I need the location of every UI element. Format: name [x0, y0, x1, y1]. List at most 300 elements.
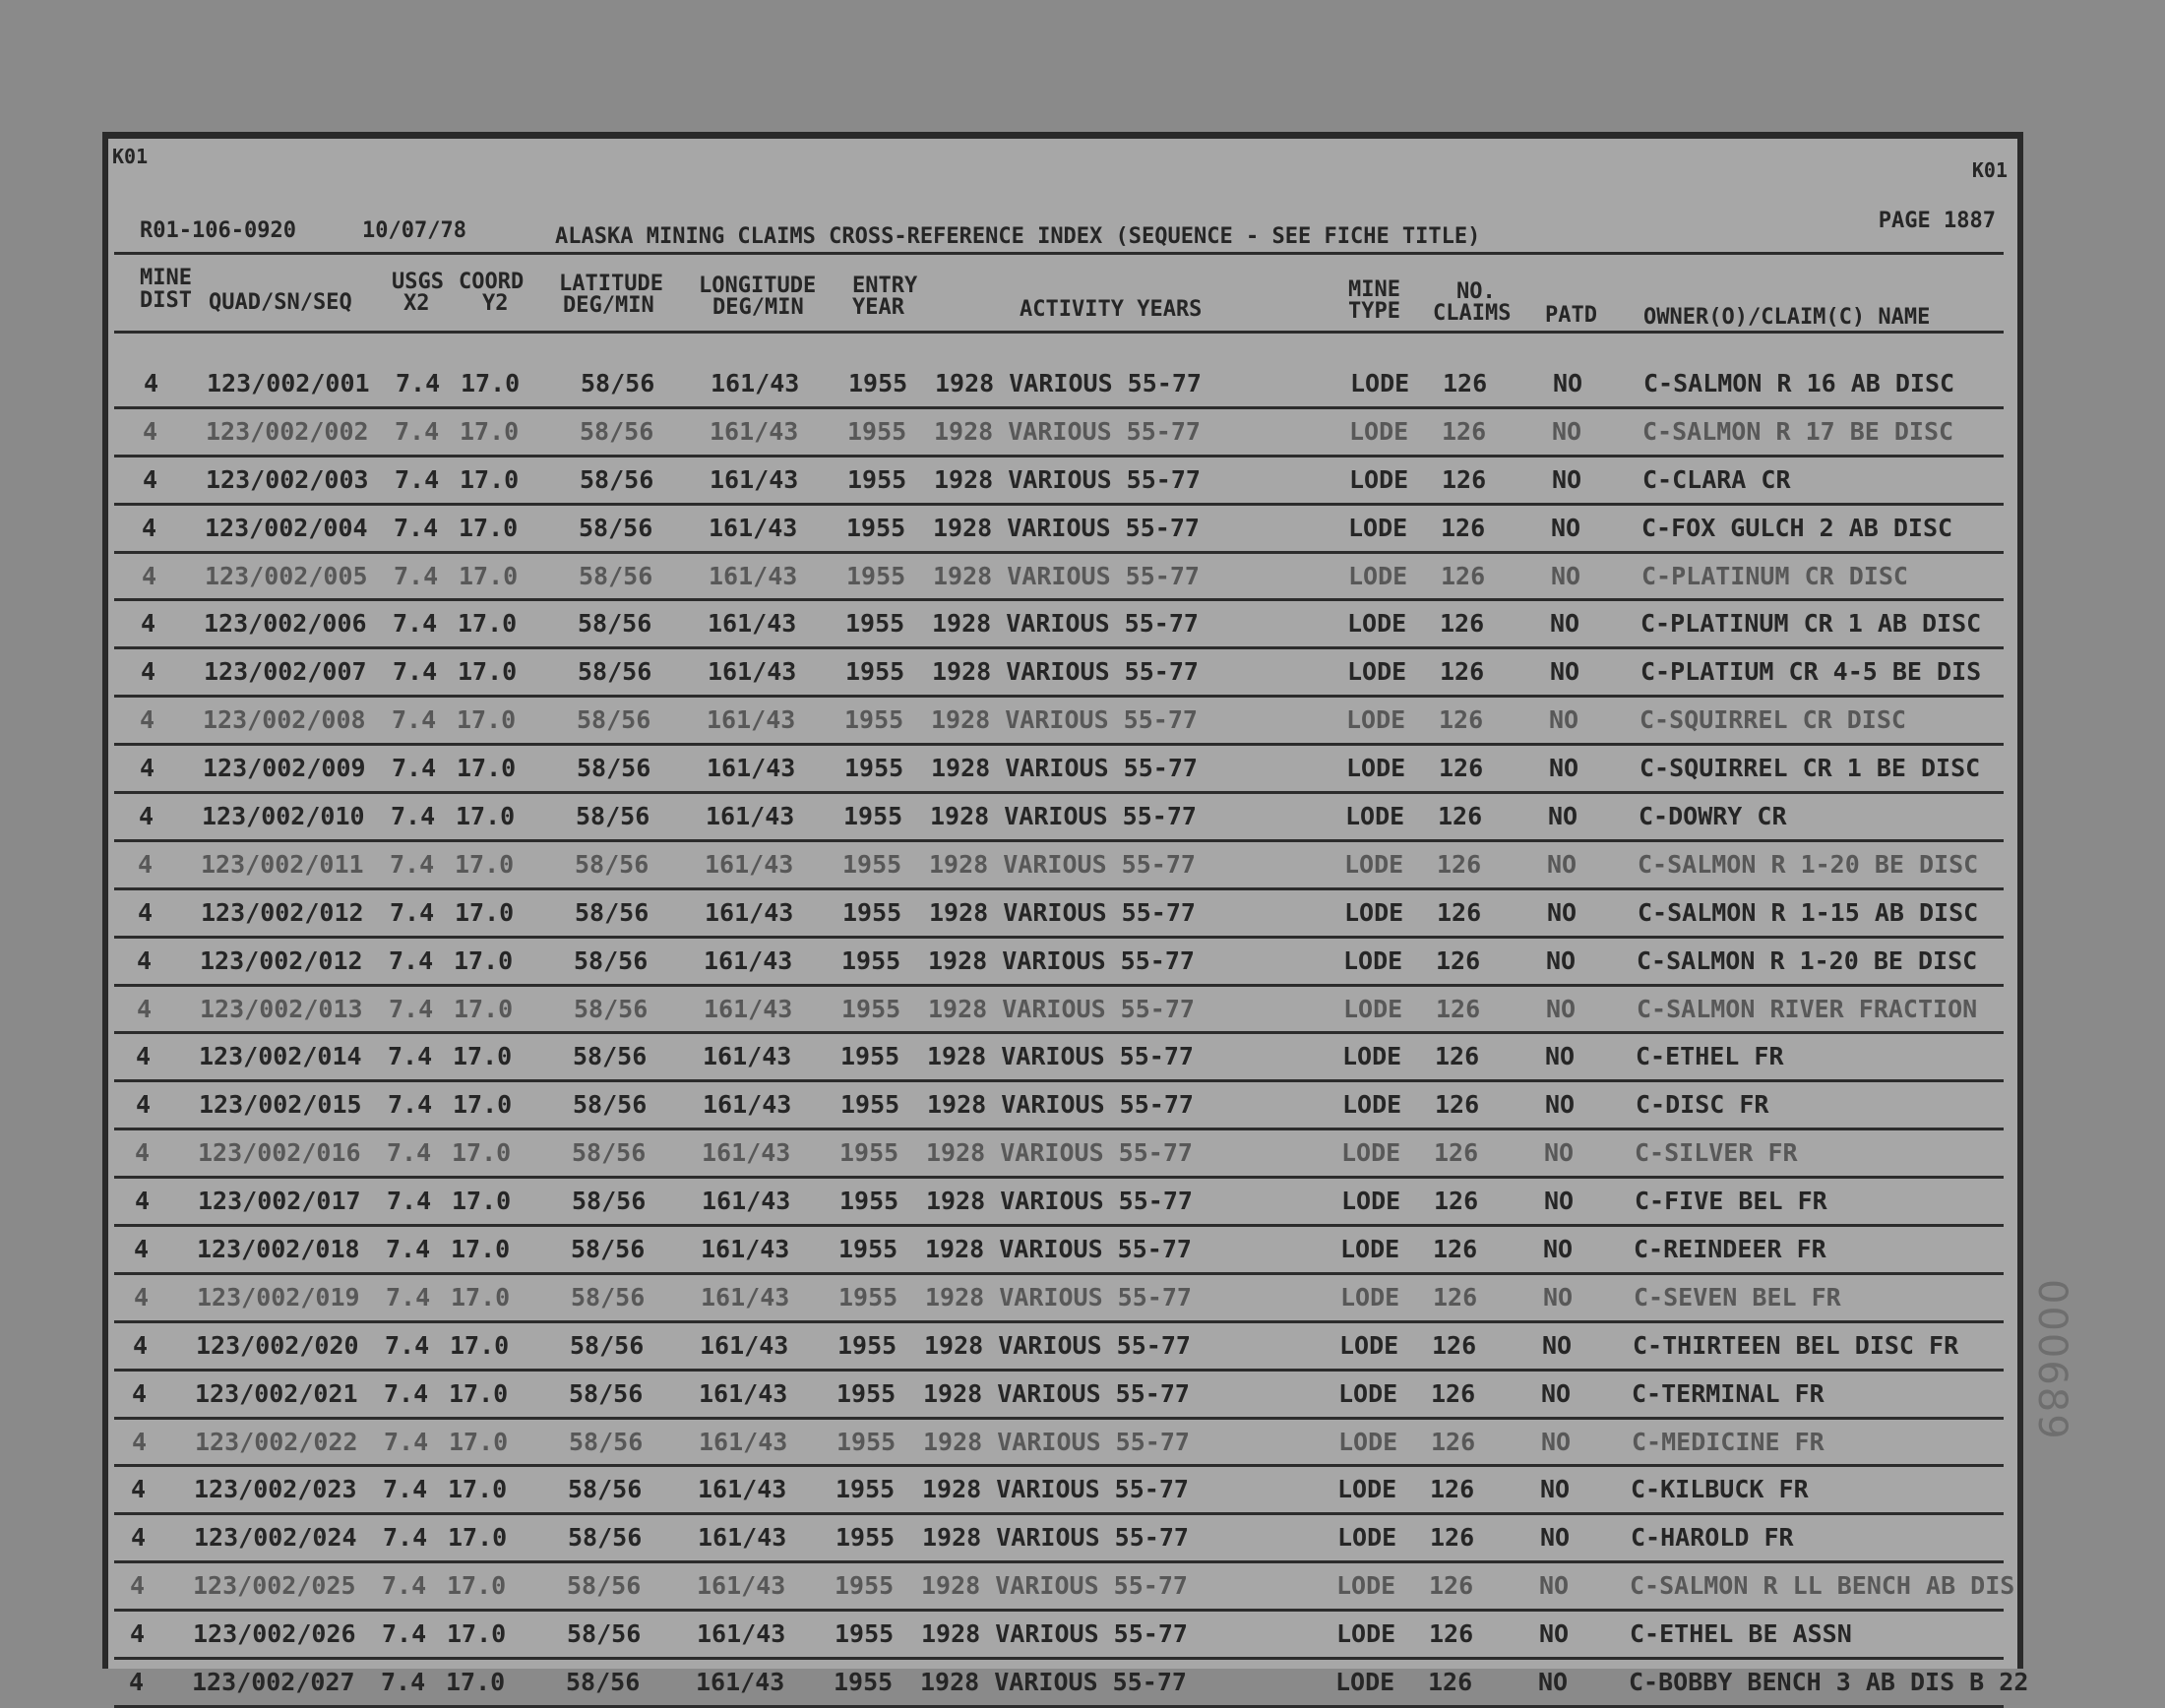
- cell-lon: 161/43: [707, 705, 796, 735]
- cell-x2: 7.4: [382, 1571, 427, 1601]
- cell-y2: 17.0: [457, 705, 517, 735]
- cell-dist: 4: [142, 513, 157, 542]
- cell-patd: NO: [1546, 994, 1577, 1023]
- cell-lon: 161/43: [711, 369, 800, 397]
- cell-activity: 1928 VARIOUS 55-77: [922, 1523, 1189, 1553]
- cell-quad: 123/002/013: [200, 994, 363, 1023]
- cell-type: LODE: [1339, 1330, 1399, 1360]
- table-row: [108, 794, 2017, 842]
- cell-type: LODE: [1344, 897, 1404, 927]
- cell-entry: 1955: [838, 1282, 898, 1312]
- cell-claims: 126: [1433, 1282, 1478, 1312]
- cell-lat: 58/56: [569, 1378, 644, 1408]
- cell-entry: 1955: [845, 657, 905, 687]
- cell-quad: 123/002/018: [197, 1235, 360, 1264]
- cell-activity: 1928 VARIOUS 55-77: [925, 1282, 1192, 1312]
- cell-y2: 17.0: [449, 1427, 509, 1456]
- cell-lat: 58/56: [578, 657, 652, 687]
- cell-claims: 126: [1440, 609, 1485, 639]
- corner-mark-left: K01: [112, 145, 149, 168]
- cell-name: C-SILVER FR: [1635, 1138, 1798, 1168]
- cell-claims: 126: [1433, 1235, 1478, 1264]
- cell-lon: 161/43: [710, 464, 799, 494]
- cell-x2: 7.4: [394, 561, 439, 590]
- cell-patd: NO: [1544, 1187, 1575, 1216]
- cell-lat: 58/56: [567, 1619, 642, 1649]
- cell-activity: 1928 VARIOUS 55-77: [924, 1330, 1191, 1360]
- col-longitude-1: LONGITUDE: [699, 274, 817, 298]
- cell-lat: 58/56: [581, 369, 655, 397]
- cell-patd: NO: [1549, 754, 1579, 783]
- cell-lon: 161/43: [708, 657, 797, 687]
- col-mine-type-2: TYPE: [1348, 299, 1400, 324]
- cell-entry: 1955: [835, 1523, 896, 1553]
- cell-activity: 1928 VARIOUS 55-77: [931, 754, 1198, 783]
- cell-name: C-SALMON R 16 AB DISC: [1643, 369, 1955, 397]
- cell-type: LODE: [1341, 1138, 1401, 1168]
- table-row: [108, 1612, 2017, 1660]
- cell-lat: 58/56: [579, 513, 653, 542]
- cell-patd: NO: [1552, 416, 1582, 446]
- cell-y2: 17.0: [458, 609, 518, 639]
- cell-name: C-THIRTEEN BEL DISC FR: [1633, 1330, 1959, 1360]
- cell-entry: 1955: [846, 561, 906, 590]
- cell-activity: 1928 VARIOUS 55-77: [933, 561, 1200, 590]
- cell-y2: 17.0: [459, 561, 519, 590]
- cell-name: C-SALMON R 1-20 BE DISC: [1637, 946, 1978, 975]
- cell-claims: 126: [1434, 1187, 1479, 1216]
- cell-dist: 4: [134, 1282, 150, 1312]
- cell-entry: 1955: [846, 513, 906, 542]
- col-coord-1: COORD: [459, 270, 525, 294]
- cell-entry: 1955: [841, 946, 901, 975]
- cell-x2: 7.4: [383, 1523, 428, 1553]
- col-mine-dist-1: MINE: [140, 266, 192, 290]
- col-no-claims-2: CLAIMS: [1433, 301, 1512, 326]
- cell-x2: 7.4: [392, 754, 437, 783]
- cell-name: C-SALMON RIVER FRACTION: [1637, 994, 1978, 1023]
- cell-type: LODE: [1349, 416, 1409, 446]
- cell-x2: 7.4: [390, 897, 435, 927]
- cell-dist: 4: [140, 705, 155, 735]
- cell-entry: 1955: [842, 897, 902, 927]
- table-row: [108, 1515, 2017, 1563]
- cell-name: C-SALMON R 1-15 AB DISC: [1638, 897, 1979, 927]
- cell-x2: 7.4: [393, 657, 438, 687]
- cell-type: LODE: [1345, 802, 1405, 831]
- cell-patd: NO: [1542, 1330, 1573, 1360]
- cell-y2: 17.0: [449, 1378, 509, 1408]
- col-entry-1: ENTRY: [852, 274, 918, 298]
- table-row: [108, 939, 2017, 987]
- cell-lon: 161/43: [702, 1187, 791, 1216]
- cell-type: LODE: [1342, 1042, 1402, 1071]
- cell-lat: 58/56: [574, 946, 649, 975]
- cell-type: LODE: [1348, 561, 1408, 590]
- cell-patd: NO: [1547, 897, 1577, 927]
- cell-quad: 123/002/027: [192, 1668, 355, 1697]
- cell-patd: NO: [1541, 1378, 1572, 1408]
- cell-x2: 7.4: [383, 1475, 428, 1504]
- cell-y2: 17.0: [452, 1187, 512, 1216]
- cell-lat: 58/56: [577, 705, 651, 735]
- cell-lat: 58/56: [571, 1235, 646, 1264]
- cell-type: LODE: [1335, 1668, 1395, 1697]
- cell-x2: 7.4: [384, 1427, 429, 1456]
- cell-activity: 1928 VARIOUS 55-77: [923, 1378, 1190, 1408]
- cell-lat: 58/56: [568, 1523, 643, 1553]
- cell-x2: 7.4: [396, 369, 441, 397]
- cell-patd: NO: [1543, 1282, 1574, 1312]
- report-date: 10/07/78: [362, 218, 466, 243]
- cell-y2: 17.0: [451, 1235, 511, 1264]
- table-row: [108, 1179, 2017, 1227]
- cell-y2: 17.0: [448, 1523, 508, 1553]
- cell-quad: 123/002/009: [203, 754, 366, 783]
- cell-lon: 161/43: [707, 754, 796, 783]
- cell-y2: 17.0: [447, 1571, 507, 1601]
- cell-activity: 1928 VARIOUS 55-77: [926, 1187, 1193, 1216]
- cell-activity: 1928 VARIOUS 55-77: [921, 1619, 1188, 1649]
- cell-claims: 126: [1441, 513, 1486, 542]
- row-rule: [114, 1705, 2004, 1708]
- cell-lon: 161/43: [705, 897, 794, 927]
- cell-dist: 4: [132, 1427, 148, 1456]
- cell-x2: 7.4: [382, 1619, 427, 1649]
- cell-dist: 4: [130, 1571, 146, 1601]
- cell-patd: NO: [1539, 1619, 1570, 1649]
- cell-type: LODE: [1350, 369, 1410, 397]
- table-row: [108, 1275, 2017, 1323]
- cell-lat: 58/56: [568, 1475, 643, 1504]
- cell-entry: 1955: [842, 849, 902, 879]
- cell-type: LODE: [1342, 1090, 1402, 1120]
- cell-type: LODE: [1337, 1523, 1397, 1553]
- cell-type: LODE: [1336, 1571, 1396, 1601]
- cell-patd: NO: [1538, 1668, 1569, 1697]
- table-row: [108, 842, 2017, 890]
- cell-dist: 4: [134, 1235, 150, 1264]
- cell-lat: 58/56: [575, 897, 650, 927]
- cell-entry: 1955: [840, 1090, 900, 1120]
- report-id: R01-106-0920: [140, 218, 296, 243]
- cell-type: LODE: [1338, 1378, 1398, 1408]
- cell-activity: 1928 VARIOUS 55-77: [926, 1138, 1193, 1168]
- cell-lat: 58/56: [572, 1138, 647, 1168]
- cell-lon: 161/43: [702, 1138, 791, 1168]
- cell-claims: 126: [1429, 1619, 1474, 1649]
- table-row: [108, 1372, 2017, 1420]
- cell-lat: 58/56: [571, 1282, 646, 1312]
- cell-quad: 123/002/019: [197, 1282, 360, 1312]
- cell-entry: 1955: [840, 1042, 900, 1071]
- cell-patd: NO: [1543, 1235, 1574, 1264]
- cell-quad: 123/002/008: [203, 705, 366, 735]
- cell-type: LODE: [1344, 849, 1404, 879]
- cell-claims: 126: [1436, 994, 1481, 1023]
- cell-claims: 126: [1442, 416, 1487, 446]
- cell-dist: 4: [136, 1042, 152, 1071]
- cell-dist: 4: [137, 994, 153, 1023]
- cell-type: LODE: [1338, 1427, 1398, 1456]
- cell-patd: NO: [1540, 1523, 1571, 1553]
- cell-y2: 17.0: [450, 1330, 510, 1360]
- col-entry-2: YEAR: [852, 295, 904, 320]
- report-title: ALASKA MINING CLAIMS CROSS-REFERENCE INDEX (SEQUENCE - SEE FICHE TITLE): [555, 224, 1481, 249]
- cell-type: LODE: [1347, 609, 1407, 639]
- table-row: [108, 1420, 2017, 1468]
- cell-x2: 7.4: [386, 1235, 431, 1264]
- cell-name: C-SEVEN BEL FR: [1634, 1282, 1841, 1312]
- cell-activity: 1928 VARIOUS 55-77: [922, 1475, 1189, 1504]
- table-row: [108, 987, 2017, 1035]
- cell-claims: 126: [1439, 705, 1484, 735]
- cell-type: LODE: [1336, 1619, 1396, 1649]
- cell-name: C-MEDICINE FR: [1632, 1427, 1825, 1456]
- cell-entry: 1955: [835, 1571, 895, 1601]
- cell-claims: 126: [1442, 464, 1487, 494]
- table-row: [108, 554, 2017, 602]
- cell-lon: 161/43: [704, 946, 793, 975]
- cell-activity: 1928 VARIOUS 55-77: [932, 609, 1199, 639]
- cell-activity: 1928 VARIOUS 55-77: [921, 1571, 1188, 1601]
- cell-x2: 7.4: [386, 1282, 431, 1312]
- cell-quad: 123/002/025: [193, 1571, 356, 1601]
- col-coord-2: Y2: [482, 291, 509, 316]
- cell-patd: NO: [1545, 1042, 1576, 1071]
- cell-claims: 126: [1430, 1475, 1475, 1504]
- cell-activity: 1928 VARIOUS 55-77: [931, 705, 1198, 735]
- cell-quad: 123/002/003: [206, 464, 369, 494]
- cell-activity: 1928 VARIOUS 55-77: [928, 946, 1195, 975]
- cell-patd: NO: [1551, 561, 1581, 590]
- cell-quad: 123/002/010: [202, 802, 365, 831]
- cell-x2: 7.4: [395, 416, 440, 446]
- cell-patd: NO: [1552, 464, 1582, 494]
- cell-claims: 126: [1443, 369, 1488, 397]
- cell-lon: 161/43: [701, 1282, 790, 1312]
- claims-table: [108, 361, 2029, 1708]
- cell-lon: 161/43: [708, 609, 797, 639]
- cell-claims: 126: [1436, 946, 1481, 975]
- cell-y2: 17.0: [459, 513, 519, 542]
- col-no-claims-1: NO.: [1456, 279, 1496, 304]
- cell-y2: 17.0: [458, 657, 518, 687]
- cell-entry: 1955: [836, 1427, 897, 1456]
- col-usgs-1: USGS: [392, 270, 444, 294]
- cell-type: LODE: [1340, 1282, 1400, 1312]
- cell-lon: 161/43: [704, 994, 793, 1023]
- cell-quad: 123/002/021: [195, 1378, 358, 1408]
- cell-quad: 123/002/022: [195, 1427, 358, 1456]
- cell-claims: 126: [1429, 1571, 1474, 1601]
- cell-lat: 58/56: [569, 1427, 644, 1456]
- table-row: [108, 890, 2017, 939]
- cell-dist: 4: [139, 802, 155, 831]
- page-number: PAGE 1887: [1878, 209, 1996, 233]
- table-row: [108, 458, 2017, 506]
- cell-dist: 4: [138, 897, 154, 927]
- table-row: [108, 698, 2017, 746]
- cell-y2: 17.0: [446, 1668, 506, 1697]
- cell-claims: 126: [1432, 1330, 1477, 1360]
- cell-name: C-ETHEL FR: [1636, 1042, 1784, 1071]
- cell-name: C-PLATINUM CR 1 AB DISC: [1640, 609, 1982, 639]
- table-row: [108, 1227, 2017, 1275]
- cell-dist: 4: [135, 1138, 151, 1168]
- cell-entry: 1955: [835, 1619, 895, 1649]
- cell-x2: 7.4: [390, 849, 435, 879]
- col-longitude-2: DEG/MIN: [712, 295, 804, 320]
- fiche-number: 000689: [2029, 1279, 2074, 1441]
- cell-lat: 58/56: [573, 1090, 648, 1120]
- cell-dist: 4: [131, 1523, 147, 1553]
- cell-dist: 4: [133, 1330, 149, 1360]
- cell-quad: 123/002/026: [193, 1619, 356, 1649]
- cell-name: C-DISC FR: [1636, 1090, 1769, 1120]
- cell-dist: 4: [130, 1619, 146, 1649]
- cell-type: LODE: [1346, 705, 1406, 735]
- cell-activity: 1928 VARIOUS 55-77: [925, 1235, 1192, 1264]
- cell-entry: 1955: [847, 416, 907, 446]
- cell-quad: 123/002/015: [199, 1090, 362, 1120]
- cell-quad: 123/002/012: [200, 946, 363, 975]
- cell-name: C-FOX GULCH 2 AB DISC: [1641, 513, 1953, 542]
- table-row: [108, 409, 2017, 458]
- cell-activity: 1928 VARIOUS 55-77: [929, 849, 1196, 879]
- cell-claims: 126: [1430, 1523, 1475, 1553]
- cell-name: C-TERMINAL FR: [1632, 1378, 1825, 1408]
- cell-activity: 1928 VARIOUS 55-77: [929, 897, 1196, 927]
- cell-y2: 17.0: [455, 849, 515, 879]
- cell-lat: 58/56: [573, 1042, 648, 1071]
- cell-x2: 7.4: [393, 609, 438, 639]
- cell-quad: 123/002/001: [207, 369, 370, 397]
- cell-quad: 123/002/005: [205, 561, 368, 590]
- col-quad: QUAD/SN/SEQ: [209, 290, 352, 315]
- cell-patd: NO: [1545, 1090, 1576, 1120]
- cell-name: C-BOBBY BENCH 3 AB DIS B 22: [1629, 1668, 2029, 1697]
- cell-quad: 123/002/017: [198, 1187, 361, 1216]
- cell-lat: 58/56: [576, 802, 650, 831]
- cell-entry: 1955: [847, 464, 907, 494]
- cell-entry: 1955: [837, 1330, 897, 1360]
- cell-type: LODE: [1343, 946, 1403, 975]
- cell-claims: 126: [1438, 802, 1483, 831]
- cell-activity: 1928 VARIOUS 55-77: [927, 1090, 1194, 1120]
- cell-patd: NO: [1539, 1571, 1570, 1601]
- cell-activity: 1928 VARIOUS 55-77: [923, 1427, 1190, 1456]
- cell-entry: 1955: [843, 802, 903, 831]
- cell-name: C-DOWRY CR: [1639, 802, 1787, 831]
- cell-quad: 123/002/023: [194, 1475, 357, 1504]
- cell-lon: 161/43: [709, 561, 798, 590]
- cell-y2: 17.0: [455, 897, 515, 927]
- cell-name: C-SALMON R 1-20 BE DISC: [1638, 849, 1979, 879]
- cell-entry: 1955: [844, 754, 904, 783]
- cell-y2: 17.0: [460, 416, 520, 446]
- cell-lon: 161/43: [696, 1668, 785, 1697]
- cell-x2: 7.4: [392, 705, 437, 735]
- cell-claims: 126: [1437, 849, 1482, 879]
- cell-y2: 17.0: [453, 1090, 513, 1120]
- header-rule: [114, 252, 2004, 255]
- col-usgs-2: X2: [403, 291, 430, 316]
- cell-activity: 1928 VARIOUS 55-77: [934, 464, 1201, 494]
- cell-quad: 123/002/024: [194, 1523, 357, 1553]
- cell-name: C-SQUIRREL CR DISC: [1639, 705, 1906, 735]
- cell-activity: 1928 VARIOUS 55-77: [933, 513, 1200, 542]
- table-row: [108, 1034, 2017, 1082]
- cell-lon: 161/43: [703, 1042, 792, 1071]
- cell-claims: 126: [1434, 1138, 1479, 1168]
- cell-patd: NO: [1551, 513, 1581, 542]
- cell-name: C-SALMON R LL BENCH AB DIS: [1630, 1571, 2015, 1601]
- cell-lat: 58/56: [574, 994, 649, 1023]
- cell-patd: NO: [1541, 1427, 1572, 1456]
- table-row: [108, 1563, 2017, 1612]
- cell-type: LODE: [1340, 1235, 1400, 1264]
- cell-dist: 4: [129, 1668, 145, 1697]
- cell-patd: NO: [1540, 1475, 1571, 1504]
- cell-lon: 161/43: [699, 1378, 788, 1408]
- cell-lat: 58/56: [577, 754, 651, 783]
- cell-y2: 17.0: [460, 464, 520, 494]
- cell-name: C-REINDEER FR: [1634, 1235, 1826, 1264]
- cell-x2: 7.4: [384, 1378, 429, 1408]
- cell-lon: 161/43: [710, 416, 799, 446]
- cell-lon: 161/43: [706, 802, 795, 831]
- col-mine-type-1: MINE: [1348, 277, 1400, 302]
- cell-patd: NO: [1550, 657, 1580, 687]
- cell-y2: 17.0: [454, 994, 514, 1023]
- cell-quad: 123/002/012: [201, 897, 364, 927]
- cell-claims: 126: [1440, 657, 1485, 687]
- cell-lat: 58/56: [580, 464, 654, 494]
- cell-lat: 58/56: [578, 609, 652, 639]
- cell-quad: 123/002/014: [199, 1042, 362, 1071]
- table-row: [108, 649, 2017, 698]
- cell-entry: 1955: [841, 994, 901, 1023]
- cell-entry: 1955: [844, 705, 904, 735]
- col-activity: ACTIVITY YEARS: [1020, 297, 1203, 322]
- cell-name: C-SALMON R 17 BE DISC: [1642, 416, 1954, 446]
- cell-dist: 4: [143, 416, 158, 446]
- cell-name: C-CLARA CR: [1642, 464, 1791, 494]
- cell-patd: NO: [1548, 802, 1578, 831]
- cell-claims: 126: [1435, 1042, 1480, 1071]
- cell-quad: 123/002/006: [204, 609, 367, 639]
- cell-lon: 161/43: [699, 1427, 788, 1456]
- cell-entry: 1955: [845, 609, 905, 639]
- table-row: [108, 746, 2017, 794]
- cell-lon: 161/43: [709, 513, 798, 542]
- col-mine-dist-2: DIST: [140, 288, 192, 313]
- cell-type: LODE: [1341, 1187, 1401, 1216]
- cell-name: C-FIVE BEL FR: [1635, 1187, 1827, 1216]
- cell-y2: 17.0: [453, 1042, 513, 1071]
- cell-dist: 4: [142, 561, 157, 590]
- cell-quad: 123/002/020: [196, 1330, 359, 1360]
- corner-mark-right: K01: [1971, 158, 2008, 182]
- cell-entry: 1955: [848, 369, 908, 397]
- cell-patd: NO: [1546, 946, 1577, 975]
- cell-lon: 161/43: [698, 1523, 787, 1553]
- cell-quad: 123/002/004: [205, 513, 368, 542]
- cell-name: C-KILBUCK FR: [1631, 1475, 1809, 1504]
- cell-type: LODE: [1346, 754, 1406, 783]
- cell-x2: 7.4: [389, 994, 434, 1023]
